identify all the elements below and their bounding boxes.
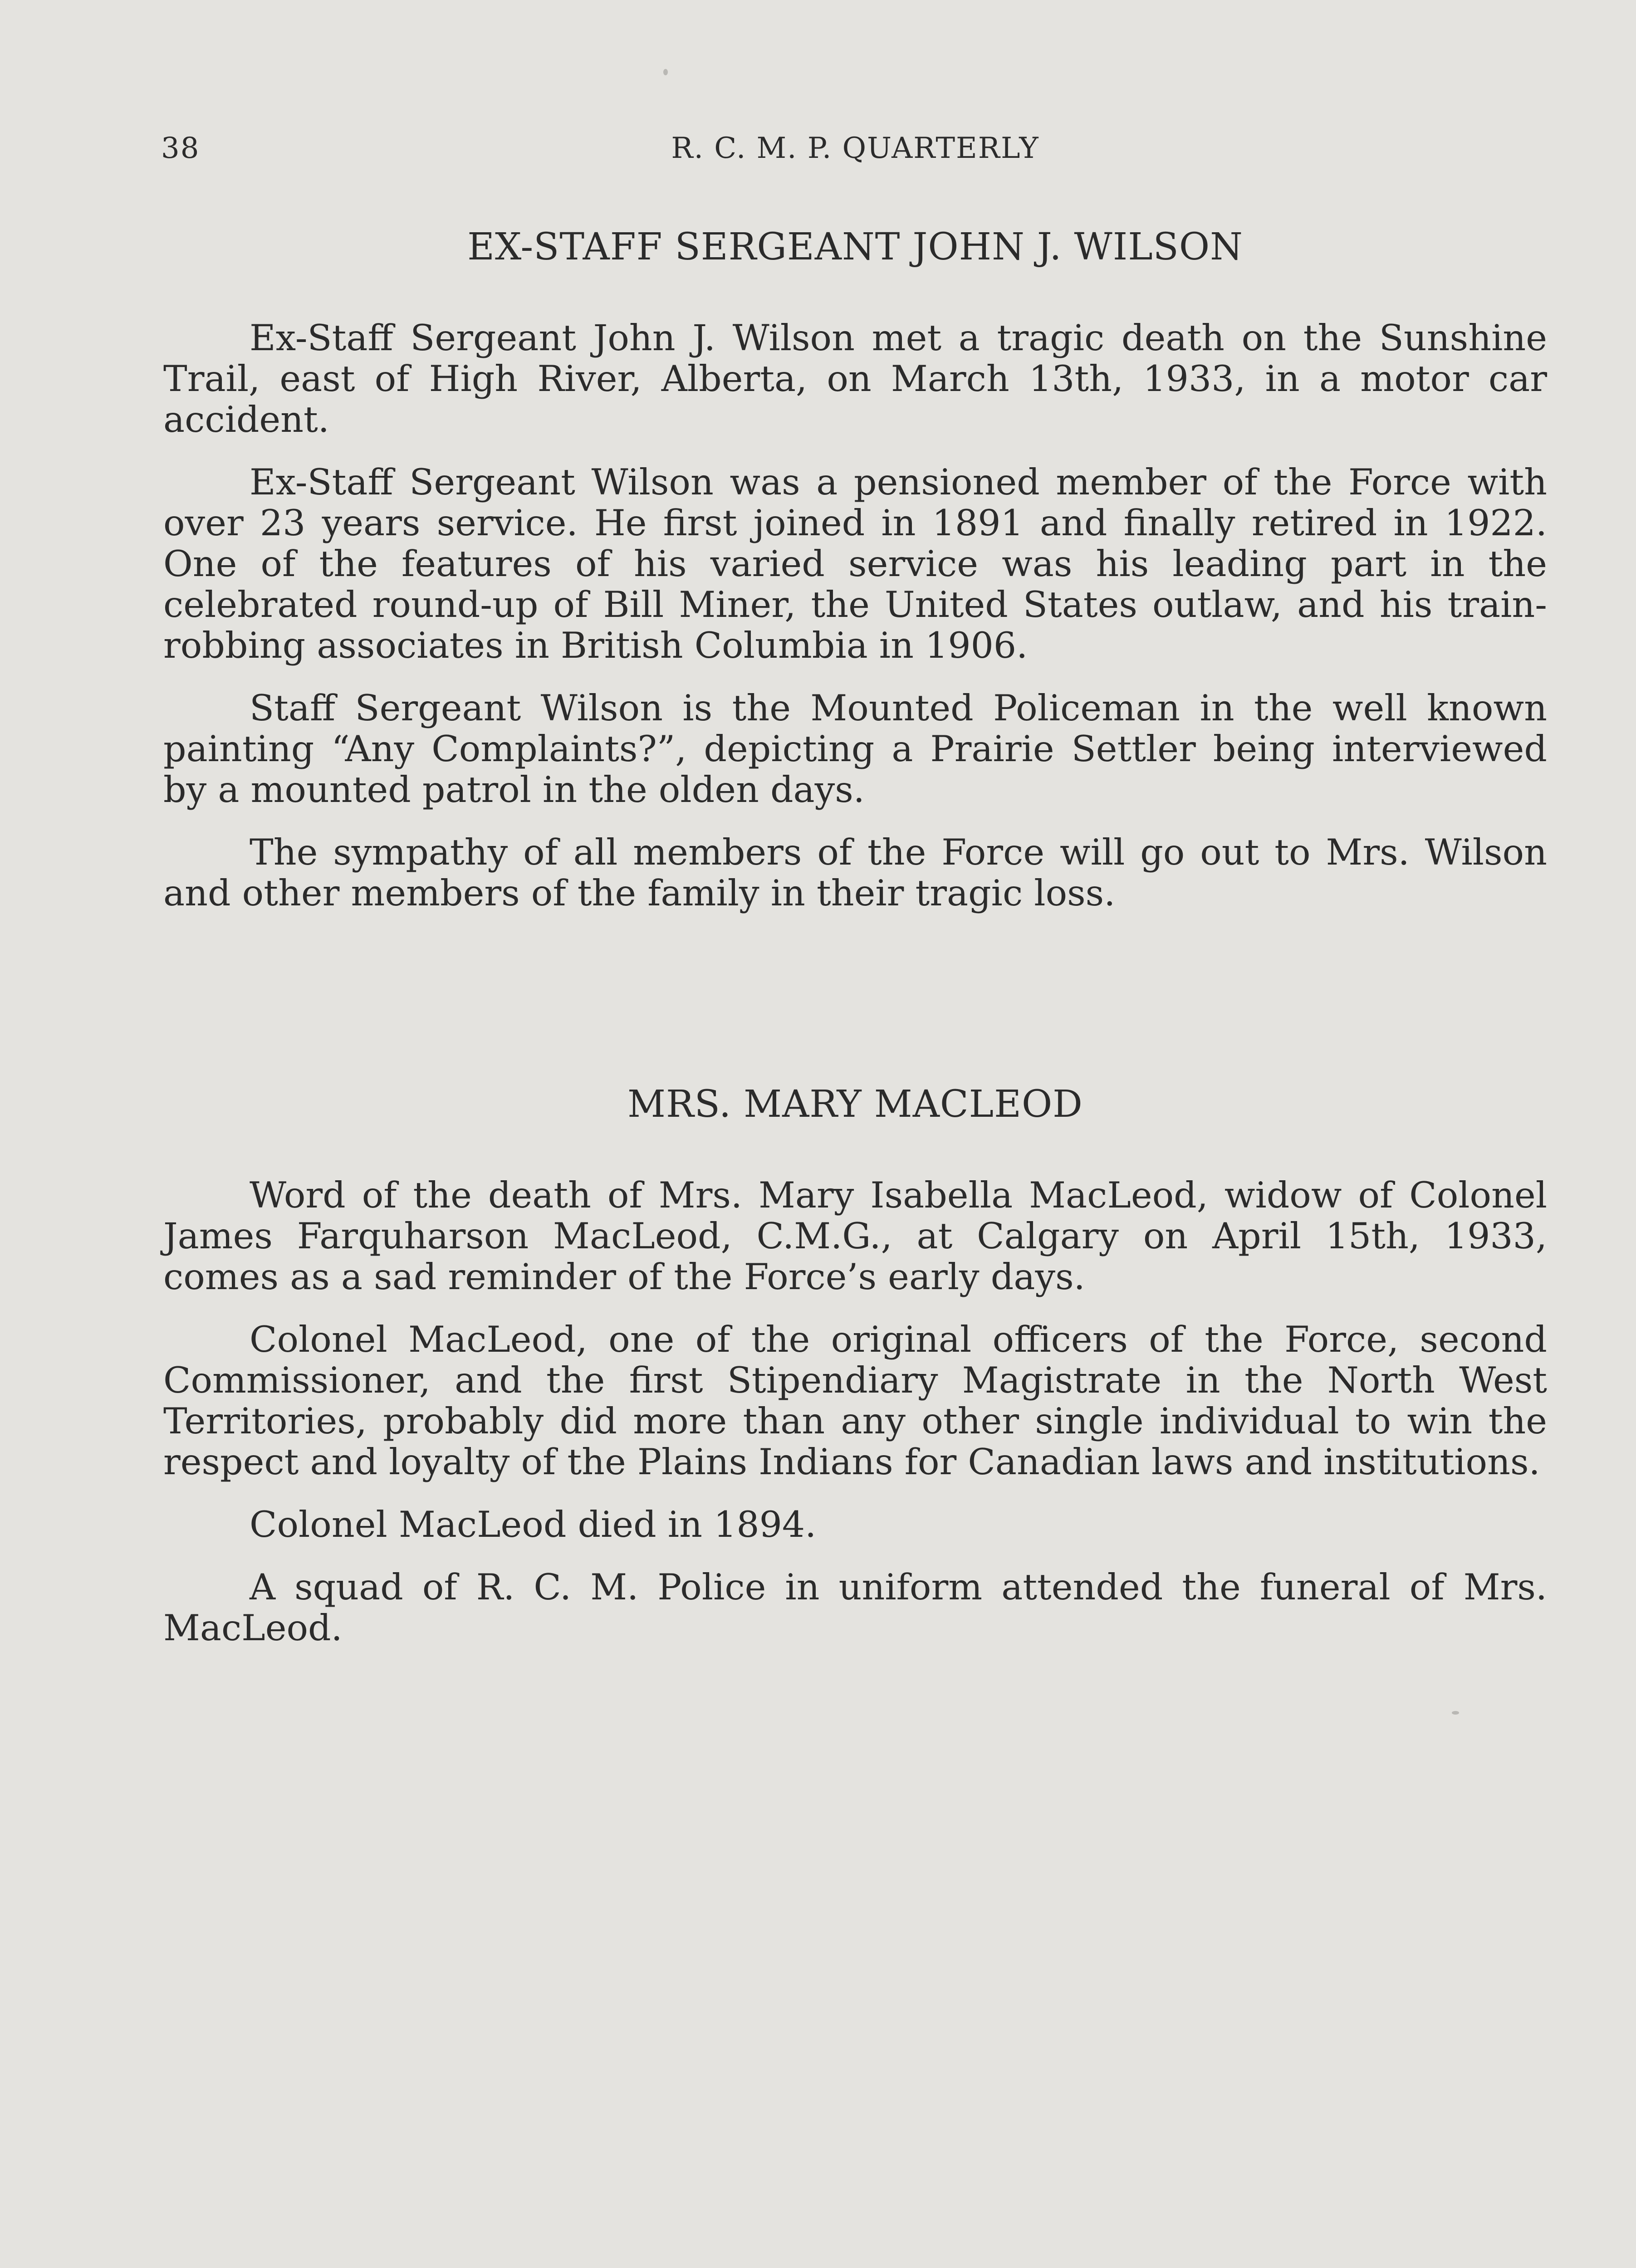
paragraph: Word of the death of Mrs. Mary Isabella MacLeod, widow of Colonel James Farquharson MacLeod, C.M.G., at Calgary on April 15th, 1933, comes as a sad reminder of the Force’s early days. xyxy=(163,1174,1547,1298)
paper-speck xyxy=(1452,1711,1459,1715)
paragraph: Colonel MacLeod, one of the original officers of the Force, second Commissioner, and the first Stipendiary Magistrate in the North West Territories, probably did more than any other single individual to win the respect and loyalty of the Plains Indians for Canadian laws and institutions. xyxy=(163,1319,1547,1483)
paragraph: Staff Sergeant Wilson is the Mounted Policeman in the well known painting “Any Complaints?”, depicting a Prairie Settler being interviewed by a mounted patrol in the olden days. xyxy=(163,687,1547,811)
paragraph: Colonel MacLeod died in 1894. xyxy=(250,1504,817,1546)
section-heading: MRS. MARY MACLEOD xyxy=(627,1083,1083,1126)
paragraph: Ex-Staff Sergeant John J. Wilson met a tragic death on the Sunshine Trail, east of High River, Alberta, on March 13th, 1933, in a motor car accident. xyxy=(163,317,1547,441)
obituary-wilson xyxy=(163,227,1547,935)
paragraph: The sympathy of all members of the Force will go out to Mrs. Wilson and other members of the family in their tragic loss. xyxy=(163,831,1547,914)
paragraph: A squad of R. C. M. Police in uniform attended the funeral of Mrs. MacLeod. xyxy=(163,1566,1547,1649)
running-header xyxy=(161,132,1549,168)
obituary-macleod xyxy=(163,1084,1547,1670)
section-heading: EX-STAFF SERGEANT JOHN J. WILSON xyxy=(467,225,1243,269)
journal-title: R. C. M. P. QUARTERLY xyxy=(671,132,1039,165)
page-number: 38 xyxy=(161,132,200,165)
paragraph: Ex-Staff Sergeant Wilson was a pensioned member of the Force with over 23 years service. He first joined in 1891 and finally retired in 1922. One of the features of his varied service was his leading part in the celebrated round-up of Bill Miner, the United States outlaw, and his train-robbing associates in British Columbia in 1906. xyxy=(163,461,1547,667)
paper-speck xyxy=(663,69,668,75)
